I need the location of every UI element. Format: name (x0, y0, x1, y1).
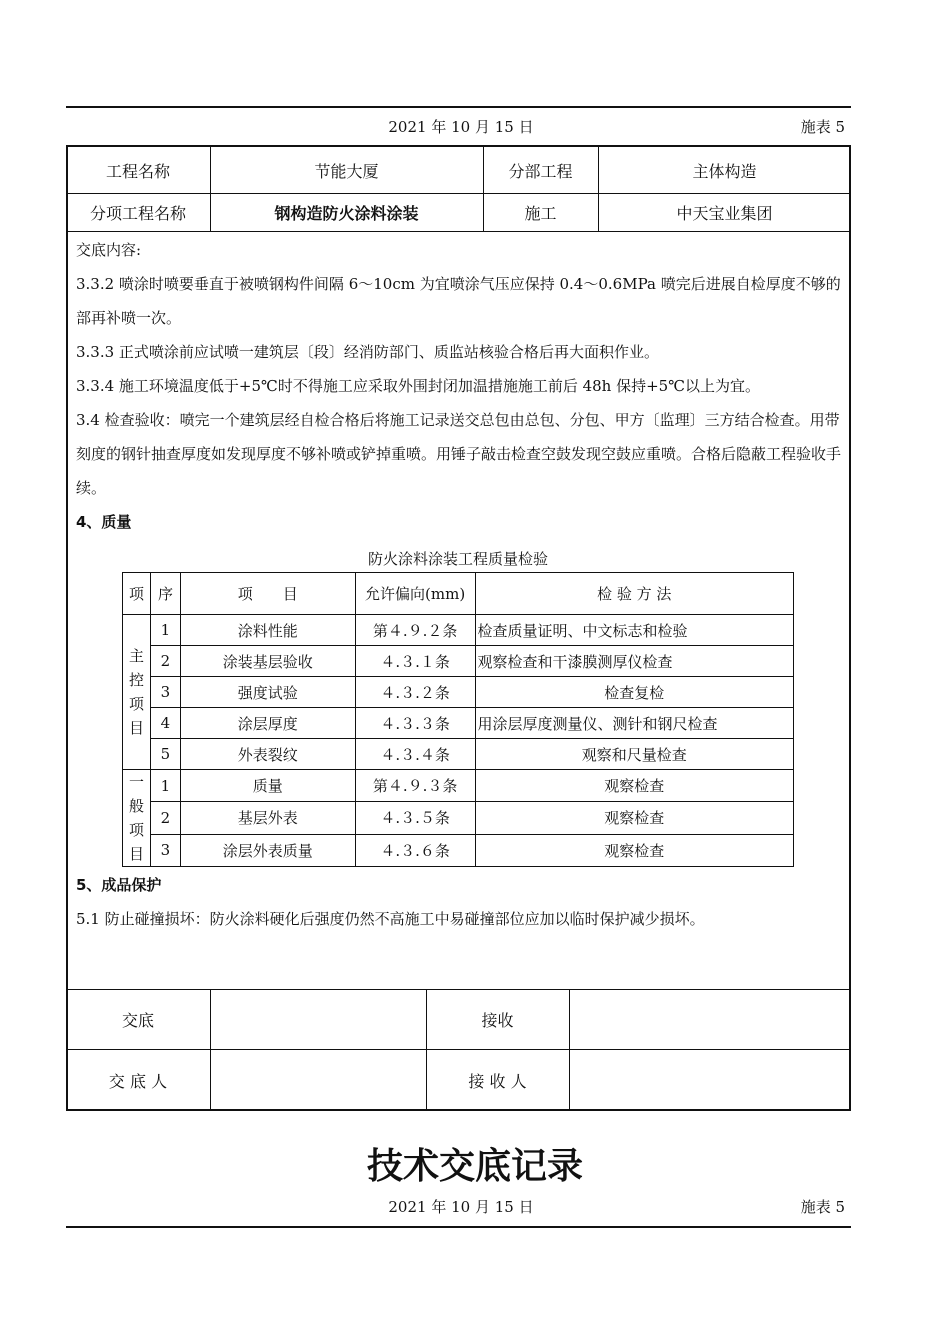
group-general: 一 般 项 目 (123, 770, 151, 867)
project-name-value: 节能大厦 (314, 161, 379, 181)
top-rule (66, 106, 851, 108)
section-protection-heading: 5、成品保护 (76, 876, 162, 894)
table-row (123, 677, 794, 708)
handover-field[interactable] (211, 990, 426, 1049)
row-method: 观察检查 (475, 834, 793, 866)
subitem-value: 钢构造防火涂料涂装 (274, 203, 419, 223)
content-paragraph-4: 3.4 检查验收：喷完一个建筑层经自检合格后将施工记录送交总包由总包、分包、甲方〔监理〕三方结合检查。用带刻度的钢针抽查厚度如发现厚度不够补喷或铲掉重喷。用锤子敲击检查空鼓发现空鼓应重喷。合格后隐蔽工程验收手续。 (76, 411, 842, 497)
row-tolerance: ４.３.１条 (355, 646, 475, 677)
row-tolerance: 第４.９.３条 (355, 770, 475, 802)
footer-date-row (66, 1196, 851, 1216)
row-tolerance: ４.３.５条 (355, 802, 475, 834)
construction-value: 中天宝业集团 (676, 203, 773, 223)
quality-table-title: 防火涂料涂装工程质量检验 (367, 550, 548, 568)
header-date-row (66, 116, 851, 136)
protection-section (76, 868, 846, 936)
table-row (123, 646, 794, 677)
handover-person-field[interactable] (211, 1050, 426, 1110)
row-seq: 5 (150, 739, 180, 770)
header-tolerance: 允许偏向(mm) (355, 573, 475, 615)
bottom-rule (66, 1226, 851, 1228)
row-tolerance: ４.３.３条 (355, 708, 475, 739)
row-name: 涂层外表质量 (180, 834, 355, 866)
footer-date: 2021 年 10 月 15 日 (388, 1198, 534, 1216)
receive-label: 接收 (481, 1011, 514, 1030)
row-tolerance: ４.３.４条 (355, 739, 475, 770)
handover-person-label: 交 底 人 (108, 1071, 168, 1091)
division-label: 分部工程 (508, 161, 573, 181)
row-tolerance: ４.３.２条 (355, 677, 475, 708)
receive-person-field[interactable] (570, 1050, 851, 1110)
table-row (123, 615, 794, 646)
quality-table (122, 572, 794, 867)
content-heading: 交底内容: (76, 241, 142, 259)
project-name-label: 工程名称 (105, 161, 170, 181)
content-paragraph-2: 3.3.3 正式喷涂前应试喷一建筑层〔段〕经消防部门、质监站核验合格后再大面积作业。 (76, 343, 659, 361)
content-paragraph-3: 3.3.4 施工环境温度低于+5℃时不得施工应采取外围封闭加温措施施工前后 48h 保持+5℃以上为宜。 (76, 377, 761, 395)
receive-field[interactable] (570, 990, 851, 1049)
header-date: 2021 年 10 月 15 日 (388, 118, 534, 136)
row-name: 涂装基层验收 (180, 646, 355, 677)
division-value: 主体构造 (692, 161, 757, 181)
subitem-label: 分项工程名称 (89, 203, 186, 223)
row-seq: 4 (150, 708, 180, 739)
section-quality-heading: 4、质量 (76, 513, 132, 531)
row-method: 观察检查 (475, 802, 793, 834)
row-seq: 1 (150, 770, 180, 802)
table-row (123, 708, 794, 739)
content-body (76, 233, 846, 539)
header-name: 项 目 (180, 573, 355, 615)
row-name: 涂层厚度 (180, 708, 355, 739)
table-row (123, 739, 794, 770)
receive-person-label: 接 收 人 (468, 1071, 527, 1091)
content-paragraph-1: 3.3.2 喷涂时喷要垂直于被喷钢构件间隔 6～10cm 为宜喷涂气压应保持 0.4～0.6MPa 喷完后进展自检厚度不够的部再补喷一次。 (76, 275, 841, 327)
row-seq: 2 (150, 646, 180, 677)
protection-paragraph: 5.1 防止碰撞损坏：防火涂料硬化后强度仍然不高施工中易碰撞部位应加以临时保护减少损坏。 (76, 910, 705, 928)
row-name: 基层外表 (180, 802, 355, 834)
row-method: 检查质量证明、中文标志和检验 (475, 615, 793, 646)
header-form-number: 施表 5 (800, 118, 845, 136)
row-method: 检查复检 (475, 677, 793, 708)
row-name: 外表裂纹 (180, 739, 355, 770)
header-method: 检 验 方 法 (475, 573, 793, 615)
row-method: 用涂层厚度测量仪、测针和钢尺检查 (475, 708, 793, 739)
table-row (123, 834, 794, 866)
header-seq: 序 (150, 573, 180, 615)
header-item: 项 (123, 573, 151, 615)
row-seq: 1 (150, 615, 180, 646)
page-title: 技术交底记录 (366, 1146, 583, 1187)
row-seq: 3 (150, 834, 180, 866)
row-name: 质量 (180, 770, 355, 802)
construction-label: 施工 (524, 203, 557, 223)
row-tolerance: 第４.９.２条 (355, 615, 475, 646)
table-row (123, 802, 794, 834)
table-row (123, 770, 794, 802)
row-name: 强度试验 (180, 677, 355, 708)
footer-form-number: 施表 5 (800, 1198, 845, 1216)
row-name: 涂料性能 (180, 615, 355, 646)
handover-label: 交底 (121, 1011, 154, 1030)
row-method: 观察和尺量检查 (475, 739, 793, 770)
info-row-bottom (66, 231, 851, 232)
group-main-control: 主 控 项 目 (123, 615, 151, 770)
row-method: 观察检查和干漆膜测厚仪检查 (475, 646, 793, 677)
quality-table-header (123, 573, 794, 615)
row-method: 观察检查 (475, 770, 793, 802)
row-seq: 3 (150, 677, 180, 708)
row-tolerance: ４.３.６条 (355, 834, 475, 866)
row-seq: 2 (150, 802, 180, 834)
